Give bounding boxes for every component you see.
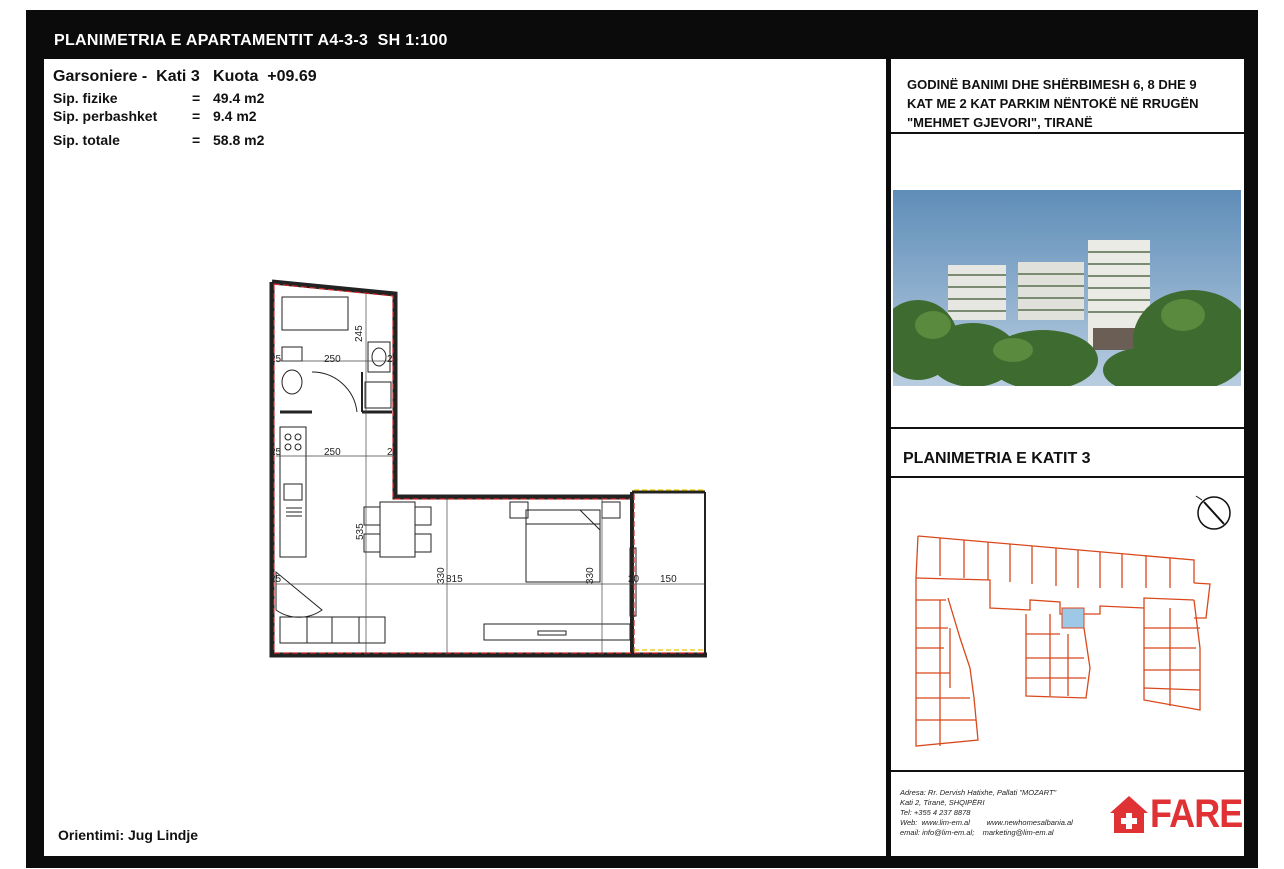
dimension-label: 330 <box>585 567 596 584</box>
highlighted-unit <box>1062 608 1084 628</box>
building-render-image <box>893 190 1241 386</box>
contact-line: Web: www.lim-em.al www.newhomesalbania.al <box>900 818 1073 827</box>
dimension-label: 535 <box>355 523 366 540</box>
area-equals: = <box>192 90 201 106</box>
dimension-label: 250 <box>324 354 341 365</box>
dimension-label: 25 <box>387 354 399 365</box>
dimension-label: 20 <box>628 574 640 585</box>
dimension-label: 25 <box>270 354 282 365</box>
divider <box>891 476 1244 478</box>
contact-line: Tel: +355 4 237 8878 <box>900 808 971 817</box>
dimension-label: 25 <box>270 447 282 458</box>
area-value: 9.4 m2 <box>213 108 257 124</box>
brand-logo-text: FARE <box>1150 792 1243 836</box>
apartment-title: Garsoniere - Kati 3 Kuota +09.69 <box>53 68 317 85</box>
project-description <box>907 75 1237 132</box>
contact-info <box>900 788 1073 838</box>
area-value: 58.8 m2 <box>213 132 265 148</box>
contact-line: Kati 2, Tiranë, SHQIPËRI <box>900 798 985 807</box>
project-description-line: GODINË BANIMI DHE SHËRBIMESH 6, 8 DHE 9 <box>907 77 1197 92</box>
project-description-line: KAT ME 2 KAT PARKIM NËNTOKË NË RRUGËN <box>907 96 1199 111</box>
divider <box>891 770 1244 772</box>
apartment-floor-plan <box>262 272 712 662</box>
area-label: Sip. totale <box>53 132 120 148</box>
area-label: Sip. fizike <box>53 90 118 106</box>
contact-line: email: info@lim-em.al; marketing@lim-em.al <box>900 828 1054 837</box>
dimension-label: 815 <box>446 574 463 585</box>
page-title: PLANIMETRIA E APARTAMENTIT A4-3-3 SH 1:100 <box>54 32 448 49</box>
compass-icon <box>1196 496 1230 529</box>
floor-plan-title: PLANIMETRIA E KATIT 3 <box>903 450 1091 467</box>
dimension-label: 250 <box>324 447 341 458</box>
house-plus-icon <box>1108 793 1150 835</box>
dimension-label: 150 <box>660 574 677 585</box>
contact-line: Adresa: Rr. Dervish Hatixhe, Pallati "MOZART" <box>900 788 1057 797</box>
project-description-line: "MEHMET GJEVORI", TIRANË <box>907 115 1093 130</box>
area-value: 49.4 m2 <box>213 90 265 106</box>
area-equals: = <box>192 132 201 148</box>
dimension-label: 25 <box>270 574 282 585</box>
floor-key-plan <box>900 488 1235 753</box>
divider <box>891 132 1244 134</box>
dimension-label: 330 <box>436 567 447 584</box>
orientation-note: Orientimi: Jug Lindje <box>58 827 199 843</box>
area-label: Sip. perbashket <box>53 108 158 124</box>
dimension-label: 245 <box>354 325 365 342</box>
dimension-label: 25 <box>387 447 399 458</box>
area-equals: = <box>192 108 201 124</box>
divider <box>891 427 1244 429</box>
